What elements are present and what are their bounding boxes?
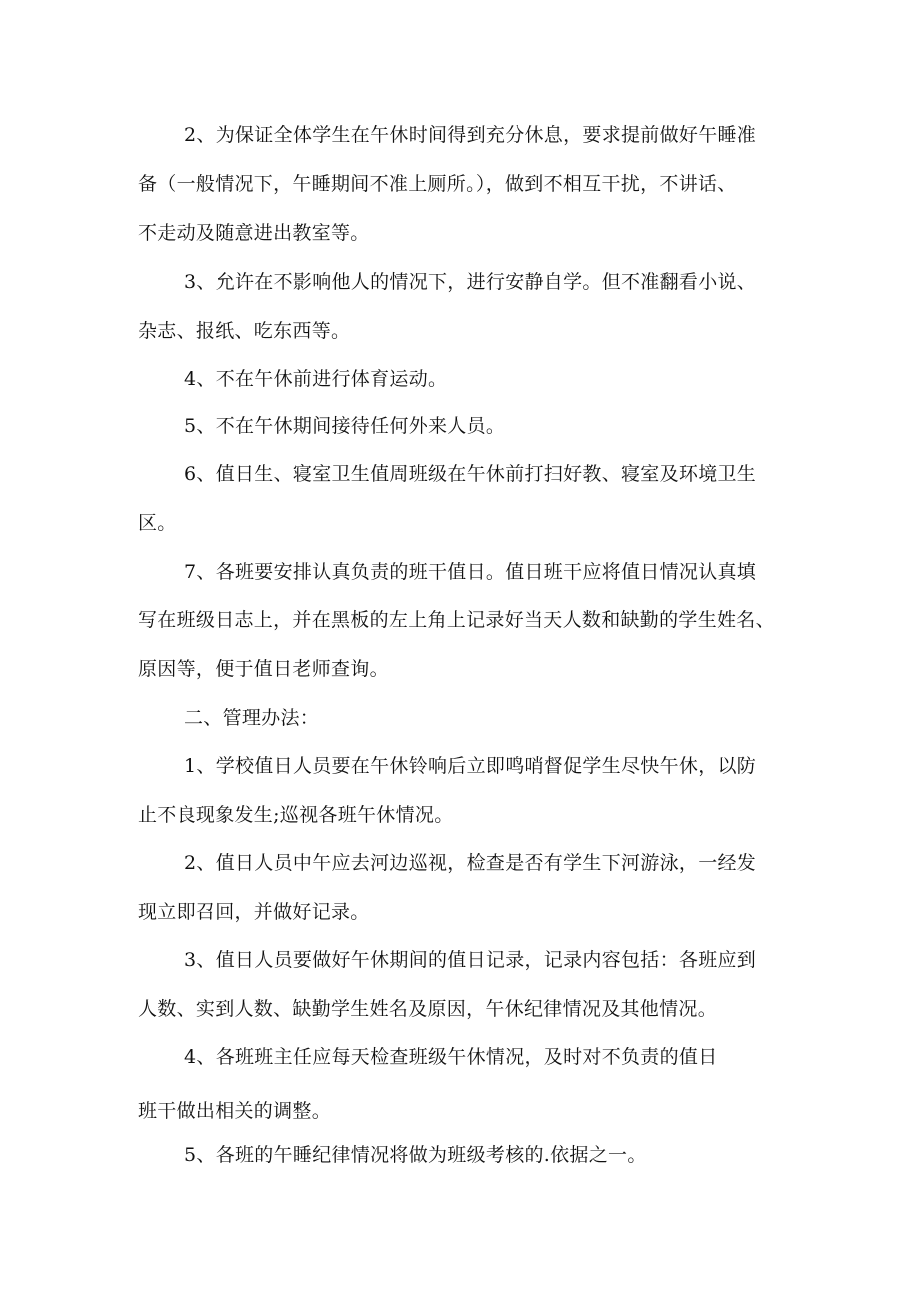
measure-5: 5、各班的午睡纪律情况将做为班级考核的.依据之一。 (184, 1144, 647, 1166)
measure-1-line-2: 止不良现象发生;巡视各班午休情况。 (138, 804, 454, 826)
rule-6-line-2: 区。 (138, 512, 177, 534)
section-heading-management: 二、管理办法： (184, 707, 320, 729)
rule-6-line-1: 6、值日生、寝室卫生值周班级在午休前打扫好教、寝室及环境卫生 (184, 463, 757, 485)
measure-2-line-1: 2、值日人员中午应去河边巡视，检查是否有学生下河游泳，一经发 (184, 852, 757, 874)
rule-7-line-1: 7、各班要安排认真负责的班干值日。值日班干应将值日情况认真填 (184, 561, 757, 583)
rule-2-line-1: 2、为保证全体学生在午休时间得到充分休息，要求提前做好午睡准 (184, 124, 757, 146)
measure-2-line-2: 现立即召回，并做好记录。 (138, 901, 370, 923)
rule-7-line-3: 原因等，便于值日老师查询。 (138, 658, 389, 680)
rule-2-line-3: 不走动及随意进出教室等。 (138, 222, 370, 244)
rule-2-line-2: 备（一般情况下，午睡期间不准上厕所。），做到不相互干扰，不讲话、 (138, 173, 737, 195)
measure-4-line-2: 班干做出相关的调整。 (138, 1100, 332, 1122)
rule-3-line-2: 杂志、报纸、吃东西等。 (138, 320, 351, 342)
measure-1-line-1: 1、学校值日人员要在午休铃响后立即鸣哨督促学生尽快午休，以防 (184, 755, 757, 777)
rule-4: 4、不在午休前进行体育运动。 (184, 368, 448, 390)
measure-4-line-1: 4、各班班主任应每天检查班级午休情况，及时对不负责的值日 (184, 1046, 718, 1068)
measure-3-line-1: 3、值日人员要做好午休期间的值日记录，记录内容包括：各班应到 (184, 949, 757, 971)
measure-3-line-2: 人数、实到人数、缺勤学生姓名及原因，午休纪律情况及其他情况。 (138, 998, 718, 1020)
rule-5: 5、不在午休期间接待任何外来人员。 (184, 415, 506, 437)
rule-7-line-2: 写在班级日志上，并在黑板的左上角上记录好当天人数和缺勤的学生姓名、 (138, 609, 775, 631)
rule-3-line-1: 3、允许在不影响他人的情况下，进行安静自学。但不准翻看小说、 (184, 271, 757, 293)
